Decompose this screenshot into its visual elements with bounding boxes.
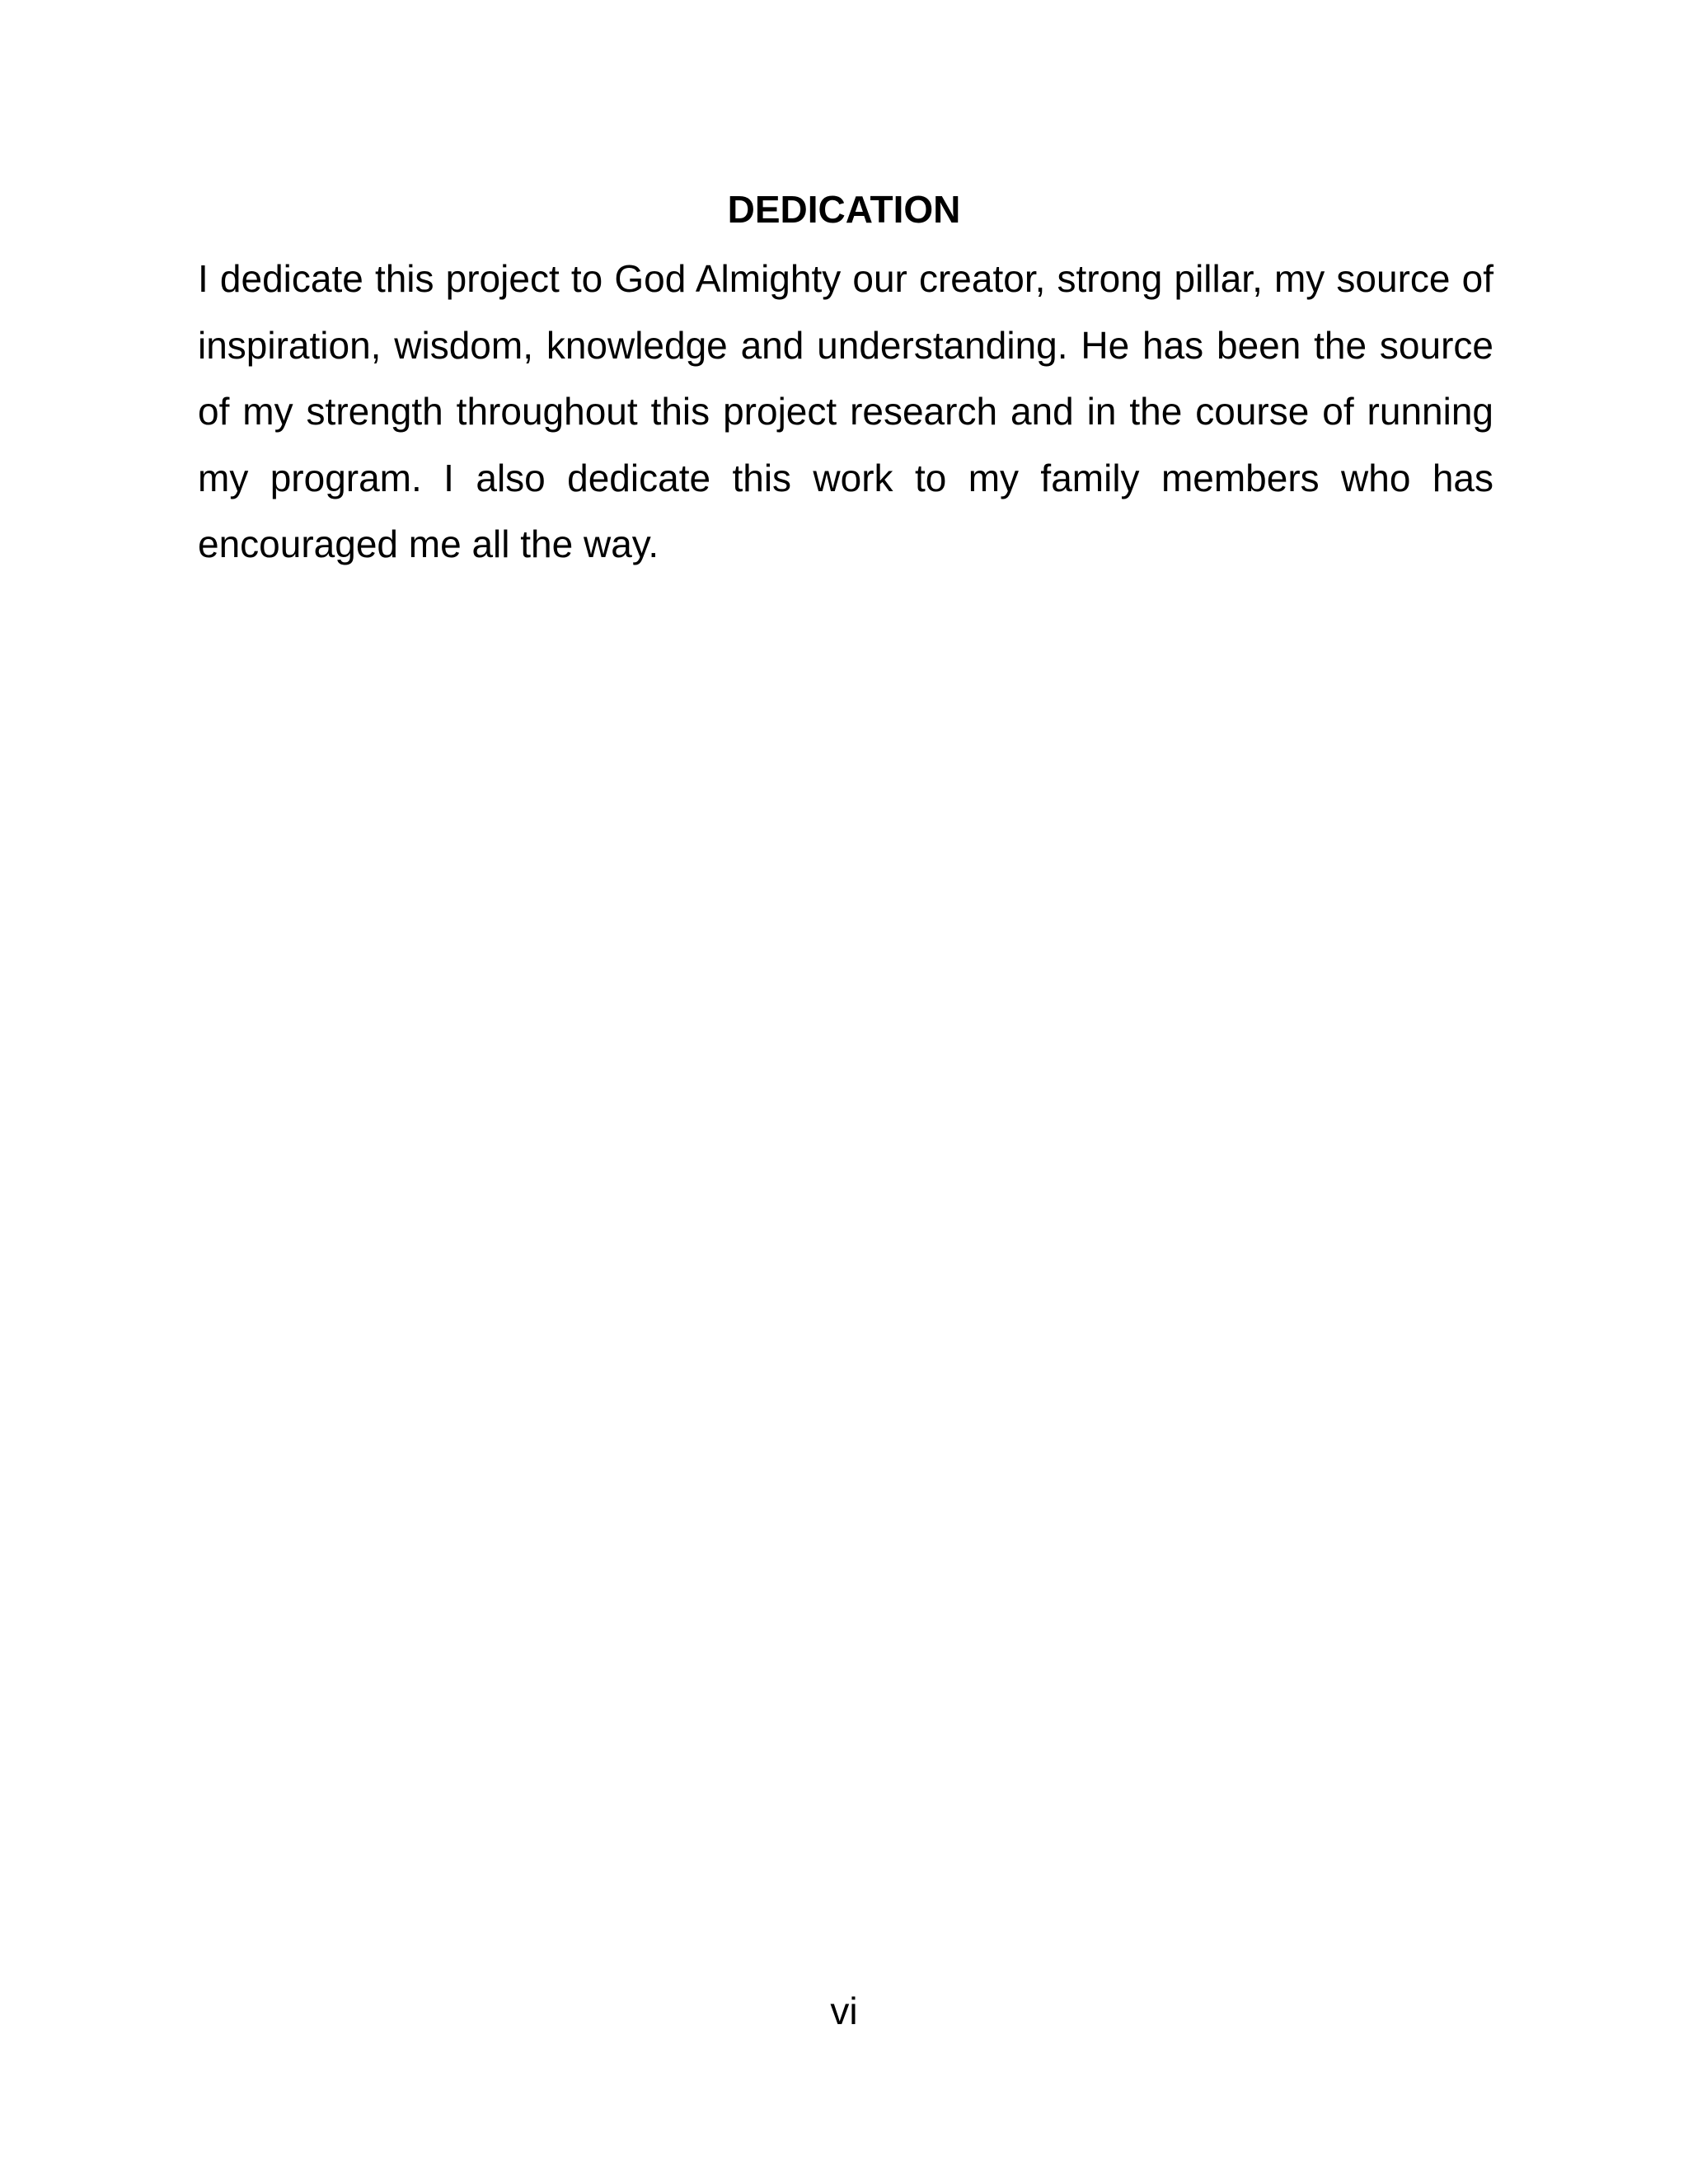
dedication-heading: DEDICATION (727, 188, 961, 231)
dedication-paragraph: I dedicate this project to God Almighty our creator, strong pillar, my source of inspiration, wisdom, knowledge and understanding. He has been the source of my strength throughout this project research and in the course of running my program. I also dedicate this work to my family members who has encouraged me all the way. (198, 257, 1493, 565)
page-number: vi (830, 1990, 858, 2032)
